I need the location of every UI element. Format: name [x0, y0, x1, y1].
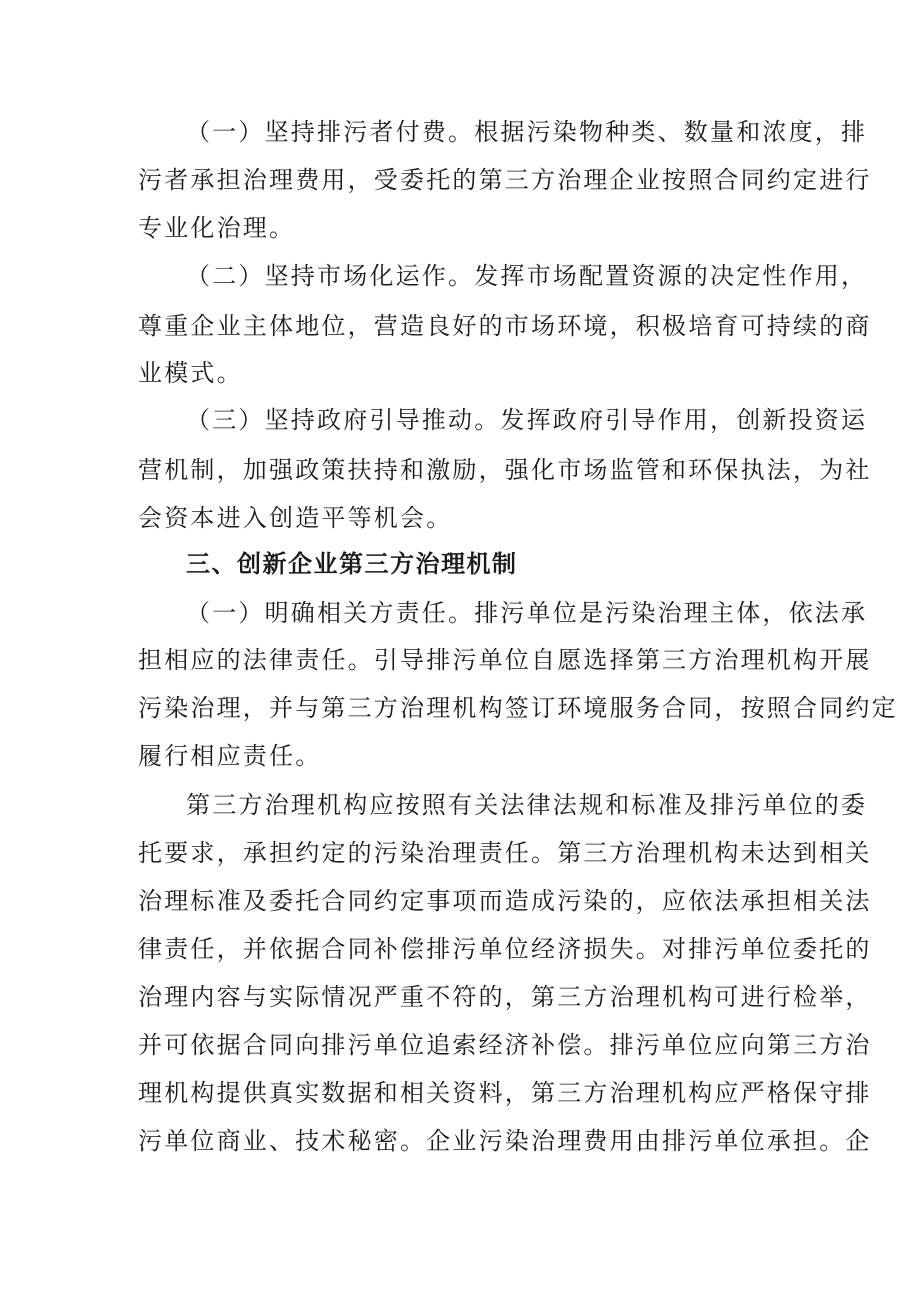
paragraph-4-line-3: 污染治理，并与第三方治理机构签订环境服务合同，按照合同约定: [138, 694, 898, 722]
paragraph-5-line-3: 治理标准及委托合同约定事项而造成污染的，应依法承担相关法: [138, 887, 872, 915]
paragraph-3-line-1: （三）坚持政府引导推动。发挥政府引导作用，创新投资运: [186, 406, 868, 434]
paragraph-3-line-3: 会资本进入创造平等机会。: [138, 504, 453, 532]
paragraph-5-line-6: 并可依据合同向排污单位追索经济补偿。排污单位应向第三方治: [138, 1031, 872, 1059]
paragraph-3-line-2: 营机制，加强政策扶持和激励，强化市场监管和环保执法，为社: [138, 456, 872, 484]
paragraph-1-line-3: 专业化治理。: [138, 214, 296, 242]
paragraph-1-line-1: （一）坚持排污者付费。根据污染物种类、数量和浓度，排: [186, 118, 868, 146]
paragraph-2-line-3: 业模式。: [138, 359, 243, 387]
section-heading: 三、创新企业第三方治理机制: [186, 550, 518, 578]
paragraph-5-line-1: 第三方治理机构应按照有关法律法规和标准及排污单位的委: [186, 791, 868, 819]
paragraph-5-line-4: 律责任，并依据合同补偿排污单位经济损失。对排污单位委托的: [138, 935, 872, 963]
paragraph-2-line-2: 尊重企业主体地位，营造良好的市场环境，积极培育可持续的商: [138, 312, 872, 340]
paragraph-4-line-1: （一）明确相关方责任。排污单位是污染治理主体，依法承: [186, 599, 868, 627]
paragraph-5-line-7: 理机构提供真实数据和相关资料，第三方治理机构应严格保守排: [138, 1079, 872, 1107]
paragraph-2-line-1: （二）坚持市场化运作。发挥市场配置资源的决定性作用，: [186, 262, 868, 290]
paragraph-4-line-4: 履行相应责任。: [138, 742, 322, 770]
paragraph-1-line-2: 污者承担治理费用，受委托的第三方治理企业按照合同约定进行: [138, 166, 872, 194]
paragraph-5-line-8: 污单位商业、技术秘密。企业污染治理费用由排污单位承担。企: [138, 1127, 872, 1155]
paragraph-5-line-2: 托要求，承担约定的污染治理责任。第三方治理机构未达到相关: [138, 839, 872, 867]
paragraph-4-line-2: 担相应的法律责任。引导排污单位自愿选择第三方治理机构开展: [138, 646, 872, 674]
paragraph-5-line-5: 治理内容与实际情况严重不符的，第三方治理机构可进行检举，: [138, 983, 872, 1011]
